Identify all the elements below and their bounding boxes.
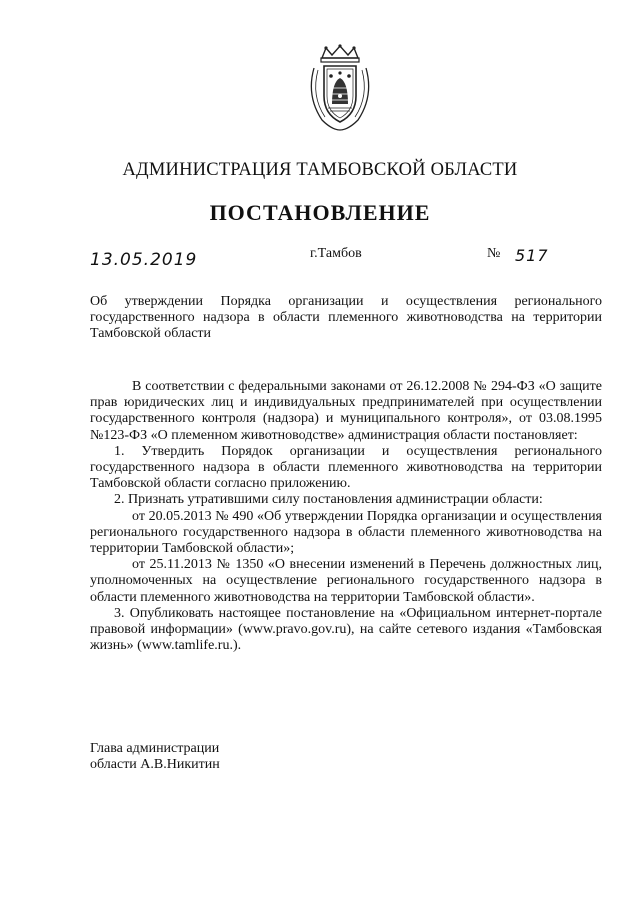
document-number: 517 <box>515 246 549 265</box>
body-item-2a: от 20.05.2013 № 490 «Об утверждении Порядка организации и осуществления регионального государственного надзора в области племенного животноводства на территории Тамбовской области»; <box>90 508 602 557</box>
document-body <box>90 379 602 654</box>
body-item-2b: от 25.11.2013 № 1350 «О внесении изменений в Перечень должностных лиц, уполномоченных на осуществление регионального государственного надзора в области племенного животноводства на территории Тамбовской области». <box>90 557 602 605</box>
signature-block <box>90 741 220 773</box>
document-subject: Об утверждении Порядка организации и осуществления регионального государственного надзора в области племенного животноводства на территории Тамбовской области <box>90 294 602 341</box>
organization-title: АДМИНИСТРАЦИЯ ТАМБОВСКОЙ ОБЛАСТИ <box>122 160 518 180</box>
document-city: г.Тамбов <box>310 246 362 261</box>
document-number-label: № <box>487 246 501 261</box>
signature-name: области А.В.Никитин <box>90 757 220 772</box>
signature-position: Глава администрации <box>90 741 220 756</box>
body-item-1: 1. Утвердить Порядок организации и осуществления регионального государственного надзора в области племенного животноводства на территории Тамбовской области согласно приложению. <box>90 443 602 492</box>
coat-of-arms-icon <box>300 44 380 132</box>
body-intro: В соответствии с федеральными законами от 26.12.2008 № 294-ФЗ «О защите прав юридических лиц и индивидуальных предпринимателей при осуществлении государственного контроля (надзора) и муниципального контроля», от 03.08.1995 №123-ФЗ «О племенном животноводстве» администрация области постановляет: <box>90 379 602 443</box>
body-item-3: 3. Опубликовать настоящее постановление на «Официальном интернет-портале правовой информации» (www.pravo.gov.ru), на сайте сетевого издания «Тамбовская жизнь» (www.tamlife.ru.). <box>90 605 602 654</box>
body-item-2: 2. Признать утратившими силу постановления администрации области: <box>114 492 543 508</box>
document-date: 13.05.2019 <box>90 250 198 270</box>
document-type-title: ПОСТАНОВЛЕНИЕ <box>209 200 431 225</box>
